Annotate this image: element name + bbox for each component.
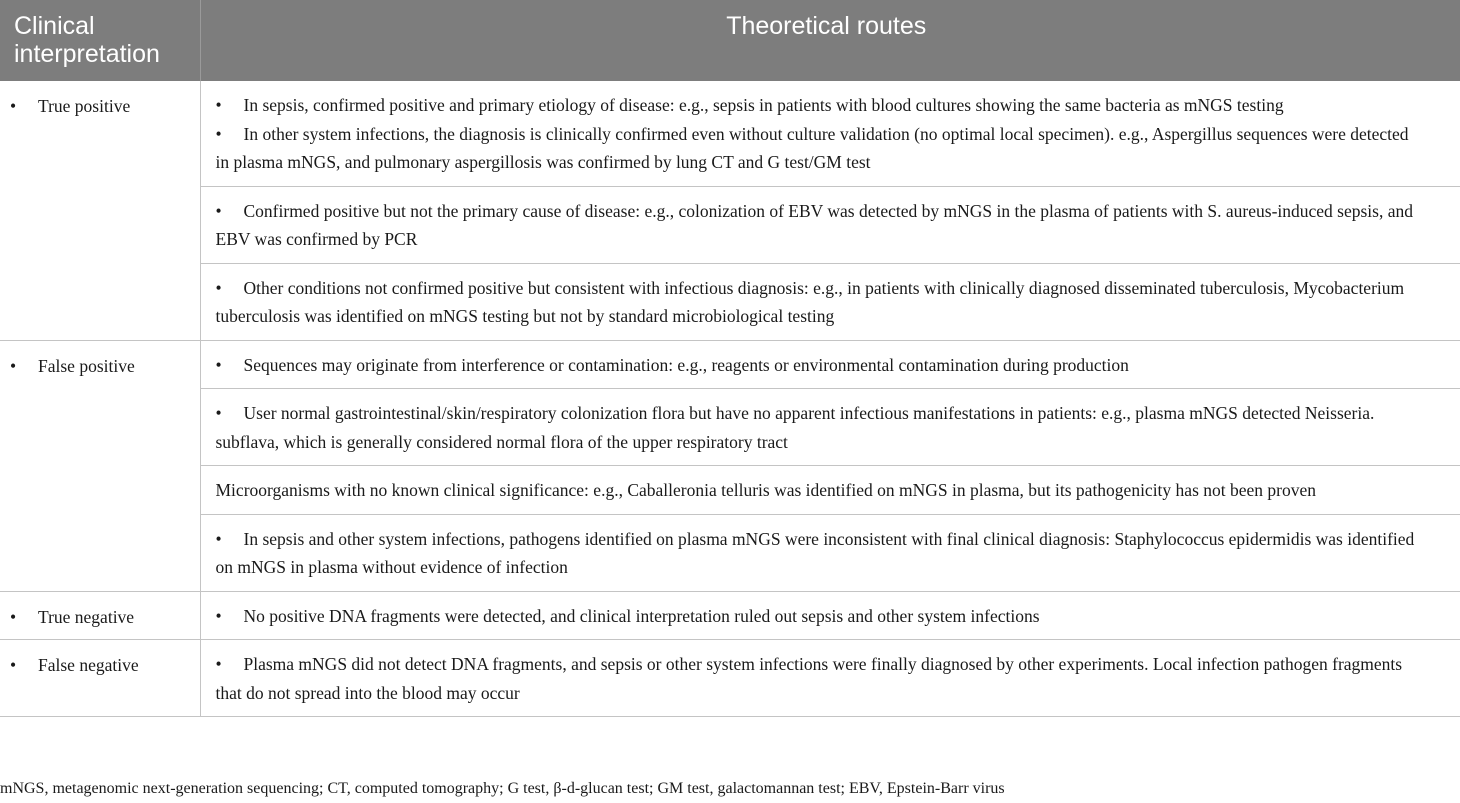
route-cell xyxy=(200,389,1460,466)
route-cell xyxy=(200,186,1460,263)
bullet-mark: • xyxy=(10,355,17,376)
bullet-mark: • xyxy=(215,354,222,375)
table-header-row xyxy=(0,0,1460,81)
interpretation-label: True positive xyxy=(38,96,131,116)
route-text: Confirmed positive but not the primary cause of disease: e.g., colonization of EBV was detected by mNGS in the plasma of patients with S. aureus-induced sepsis, and EBV was confirmed by PCR xyxy=(215,200,1413,249)
interpretation-cell xyxy=(0,640,200,717)
bullet-mark: • xyxy=(10,606,17,627)
bullet-mark: • xyxy=(10,655,17,675)
route-item xyxy=(216,120,1425,177)
route-cell xyxy=(200,340,1460,389)
header-theoretical-routes: Theoretical routes xyxy=(200,0,1460,81)
bullet-mark: • xyxy=(215,95,222,115)
route-cell xyxy=(200,591,1460,640)
route-text: In other system infections, the diagnosis is clinically confirmed even without culture validation (no optimal local specimen). e.g., Aspergillus sequences were detected in plasma mNGS, and pulmonary aspergillosis was confirmed by lung CT and G test/GM test xyxy=(215,123,1409,172)
table-row xyxy=(0,389,1460,466)
route-text: Microorganisms with no known clinical significance: e.g., Caballeronia telluris was identified on mNGS in plasma, but its pathogenicity has not been proven xyxy=(215,480,1316,500)
bullet-mark: • xyxy=(10,96,17,116)
interpretation-label: True negative xyxy=(38,606,135,627)
interpretation-cell xyxy=(0,340,200,591)
table-row xyxy=(0,591,1460,640)
bullet-mark: • xyxy=(215,123,222,144)
route-item xyxy=(216,351,1425,380)
route-text: In sepsis, confirmed positive and primary etiology of disease: e.g., sepsis in patients with blood cultures showing the same bacteria as mNGS testing xyxy=(243,95,1284,115)
table-row xyxy=(0,81,1460,186)
route-cell xyxy=(200,640,1460,717)
route-text: Sequences may originate from interference or contamination: e.g., reagents or environmental contamination during production xyxy=(243,354,1129,375)
route-item xyxy=(216,91,1425,120)
interpretation-label: False negative xyxy=(38,655,139,675)
route-text: Plasma mNGS did not detect DNA fragments, and sepsis or other system infections were finally diagnosed by other experiments. Local infection pathogen fragments that do not spread into the blood may occur xyxy=(215,654,1403,703)
table-row xyxy=(0,466,1460,515)
route-cell xyxy=(200,514,1460,591)
route-item xyxy=(216,650,1425,707)
bullet-mark: • xyxy=(215,605,222,626)
route-cell xyxy=(200,466,1460,515)
route-text: User normal gastrointestinal/skin/respiratory colonization flora but have no apparent infectious manifestations in patients: e.g., plasma mNGS detected Neisseria. subflava, which is generally considered normal flora of the upper respiratory tract xyxy=(215,403,1375,452)
bullet-mark: • xyxy=(215,277,222,298)
bullet-mark: • xyxy=(215,654,222,674)
route-cell xyxy=(200,81,1460,186)
table-footnote: mNGS, metagenomic next-generation sequencing; CT, computed tomography; G test, β-d-glucan test; GM test, galactomannan test; EBV, Epstein-Barr virus xyxy=(0,780,1005,797)
route-cell xyxy=(200,263,1460,340)
route-item xyxy=(216,274,1425,331)
interpretation-label: False positive xyxy=(38,355,135,376)
interpretation-cell xyxy=(0,591,200,640)
route-text: No positive DNA fragments were detected, and clinical interpretation ruled out sepsis and other system infections xyxy=(243,605,1040,626)
route-item xyxy=(216,525,1425,582)
header-clinical-interpretation: Clinical interpretation xyxy=(0,0,200,81)
table-body xyxy=(0,81,1460,717)
table-row xyxy=(0,640,1460,717)
table-row xyxy=(0,340,1460,389)
interpretation-cell xyxy=(0,81,200,340)
route-text: Other conditions not confirmed positive but consistent with infectious diagnosis: e.g., in patients with clinically diagnosed disseminated tuberculosis, Mycobacterium tuberculosis was identified on mNGS testing but not by standard microbiological testing xyxy=(215,277,1405,326)
route-item xyxy=(216,197,1425,254)
route-item xyxy=(216,602,1425,631)
bullet-mark: • xyxy=(215,403,222,423)
route-item xyxy=(216,399,1425,456)
bullet-mark: • xyxy=(215,200,222,221)
table-row xyxy=(0,514,1460,591)
table-row xyxy=(0,186,1460,263)
route-item xyxy=(216,476,1425,505)
bullet-mark: • xyxy=(215,528,222,549)
table-row xyxy=(0,263,1460,340)
route-text: In sepsis and other system infections, pathogens identified on plasma mNGS were inconsistent with final clinical diagnosis: Staphylococcus epidermidis was identified on mNGS in plasma without evidence of infection xyxy=(215,528,1415,577)
